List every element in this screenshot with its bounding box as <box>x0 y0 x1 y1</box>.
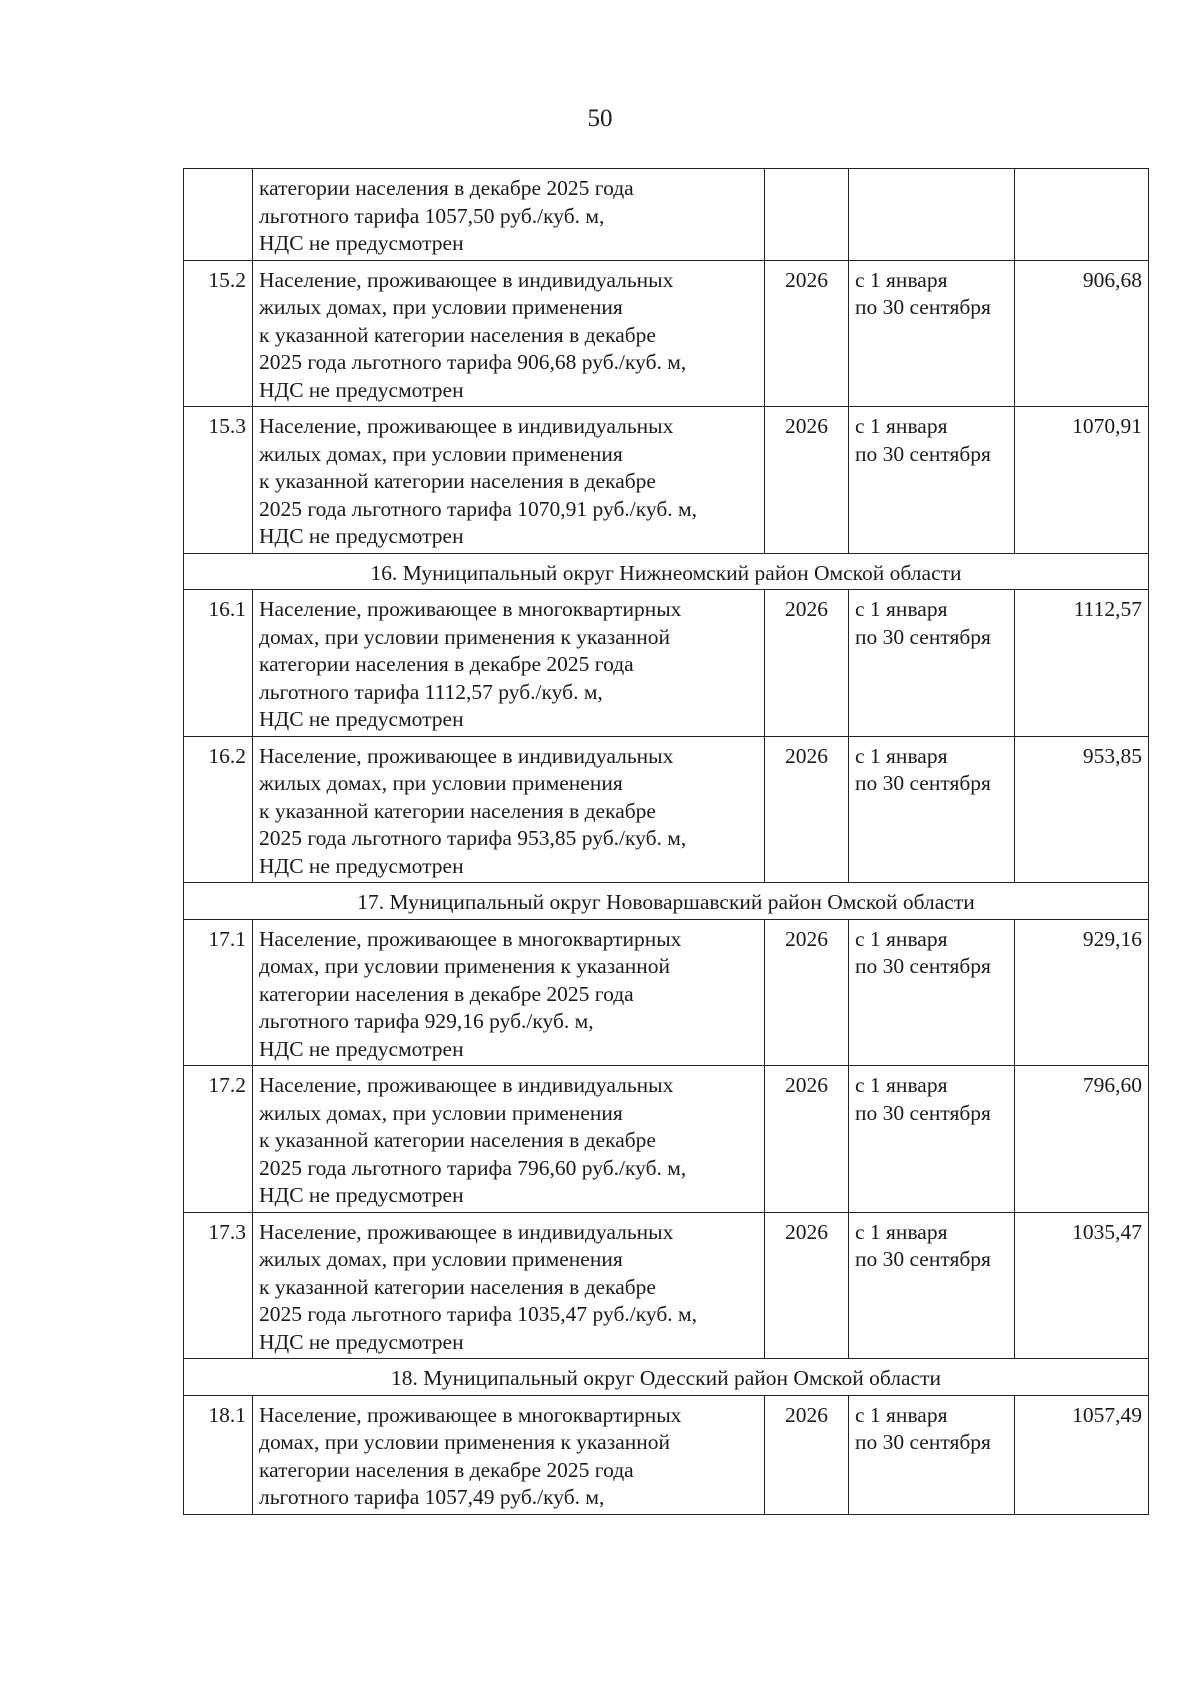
period-line: с 1 января <box>855 267 948 292</box>
period-cell <box>849 260 1015 407</box>
description-line: НДС не предусмотрен <box>259 1036 464 1061</box>
row-number-cell: 15.3 <box>184 407 253 554</box>
period-cell <box>849 407 1015 554</box>
description-line: Население, проживающее в индивидуальных <box>259 267 674 292</box>
table-row <box>184 919 1149 1066</box>
description-line: 2025 года льготного тарифа 796,60 руб./куб. м, <box>259 1155 687 1180</box>
table-row <box>184 1395 1149 1514</box>
period-line: с 1 января <box>855 597 948 621</box>
tariff-value-cell: 929,16 <box>1015 919 1149 1066</box>
description-line: Население, проживающее в многоквартирных <box>259 926 682 951</box>
description-line: 2025 года льготного тарифа 953,85 руб./куб. м, <box>259 826 687 850</box>
description-line: к указанной категории населения в декабре <box>259 1128 656 1152</box>
period-cell <box>849 590 1015 737</box>
page-number: 50 <box>587 105 613 132</box>
year-cell: 2026 <box>765 1395 849 1514</box>
table-row <box>184 407 1149 554</box>
description-line: НДС не предусмотрен <box>259 231 464 255</box>
period-line: по 30 сентября <box>855 954 991 978</box>
consumer-category-cell <box>253 1212 765 1359</box>
description-line: жилых домах, при условии применения <box>259 1247 623 1271</box>
description-line: 2025 года льготного тарифа 1035,47 руб./куб. м, <box>259 1302 698 1326</box>
row-number-cell: 16.2 <box>184 736 253 883</box>
period-line: с 1 января <box>855 926 948 951</box>
description-line: льготного тарифа 1112,57 руб./куб. м, <box>259 679 603 704</box>
description-line: жилых домах, при условии применения <box>259 1100 623 1125</box>
table-row <box>184 590 1149 737</box>
period-line: по 30 сентября <box>855 1430 991 1454</box>
consumer-category-cell <box>253 260 765 407</box>
description-line: льготного тарифа 929,16 руб./куб. м, <box>259 1009 594 1033</box>
tariff-value-cell: 953,85 <box>1015 736 1149 883</box>
period-line: по 30 сентября <box>855 1100 991 1125</box>
description-line: НДС не предусмотрен <box>259 377 464 402</box>
description-line: 2025 года льготного тарифа 906,68 руб./куб. м, <box>259 350 687 374</box>
description-line: категории населения в декабре 2025 года <box>259 176 634 200</box>
section-title: 16. Муниципальный округ Нижнеомский район Омской области <box>184 553 1149 590</box>
description-line: 2025 года льготного тарифа 1070,91 руб./куб. м, <box>259 496 698 521</box>
period-cell <box>849 1066 1015 1213</box>
tariff-value-cell: 1112,57 <box>1015 590 1149 737</box>
period-line: с 1 января <box>855 1402 948 1427</box>
period-line: с 1 января <box>855 414 948 438</box>
period-cell <box>849 1395 1015 1514</box>
period-line: с 1 января <box>855 1073 948 1097</box>
description-line: жилых домах, при условии применения <box>259 441 623 466</box>
section-header-row <box>184 1359 1149 1396</box>
tariff-value-cell <box>1015 169 1149 261</box>
consumer-category-cell <box>253 1066 765 1213</box>
description-line: домах, при условии применения к указанной <box>259 624 670 649</box>
table-row <box>184 1212 1149 1359</box>
row-number-cell <box>184 169 253 261</box>
row-number-cell: 16.1 <box>184 590 253 737</box>
period-line: по 30 сентября <box>855 441 991 466</box>
consumer-category-cell <box>253 736 765 883</box>
row-number-cell: 15.2 <box>184 260 253 407</box>
consumer-category-cell <box>253 407 765 554</box>
description-line: домах, при условии применения к указанной <box>259 954 670 978</box>
consumer-category-cell <box>253 169 765 261</box>
description-line: НДС не предусмотрен <box>259 1329 464 1354</box>
period-cell <box>849 919 1015 1066</box>
description-line: Население, проживающее в многоквартирных <box>259 1402 682 1427</box>
description-line: Население, проживающее в индивидуальных <box>259 1219 674 1244</box>
description-line: категории населения в декабре 2025 года <box>259 981 634 1006</box>
year-cell: 2026 <box>765 1212 849 1359</box>
period-line: по 30 сентября <box>855 771 991 795</box>
description-line: Население, проживающее в индивидуальных <box>259 743 674 768</box>
consumer-category-cell <box>253 919 765 1066</box>
description-line: к указанной категории населения в декабре <box>259 322 656 347</box>
tariff-value-cell: 906,68 <box>1015 260 1149 407</box>
table-row <box>184 736 1149 883</box>
tariff-value-cell: 796,60 <box>1015 1066 1149 1213</box>
period-cell <box>849 1212 1015 1359</box>
section-title: 17. Муниципальный округ Нововаршавский район Омской области <box>184 883 1149 920</box>
section-title: 18. Муниципальный округ Одесский район Омской области <box>184 1359 1149 1396</box>
tariff-table-body <box>184 169 1149 1515</box>
row-number-cell: 17.3 <box>184 1212 253 1359</box>
period-cell <box>849 736 1015 883</box>
year-cell <box>765 169 849 261</box>
consumer-category-cell <box>253 1395 765 1514</box>
section-header-row <box>184 553 1149 590</box>
description-line: категории населения в декабре 2025 года <box>259 652 634 676</box>
consumer-category-cell <box>253 590 765 737</box>
tariff-value-cell: 1035,47 <box>1015 1212 1149 1359</box>
year-cell: 2026 <box>765 736 849 883</box>
period-line: с 1 января <box>855 1219 948 1244</box>
section-header-row <box>184 883 1149 920</box>
table-row <box>184 1066 1149 1213</box>
year-cell: 2026 <box>765 590 849 737</box>
period-line: по 30 сентября <box>855 295 991 319</box>
description-line: жилых домах, при условии применения <box>259 295 623 319</box>
description-line: к указанной категории населения в декабре <box>259 469 656 493</box>
description-line: домах, при условии применения к указанной <box>259 1430 670 1454</box>
year-cell: 2026 <box>765 260 849 407</box>
table-row <box>184 169 1149 261</box>
description-line: к указанной категории населения в декабре <box>259 1274 656 1299</box>
tariff-table <box>183 168 1149 1515</box>
description-line: Население, проживающее в индивидуальных <box>259 1073 674 1097</box>
description-line: льготного тарифа 1057,49 руб./куб. м, <box>259 1485 605 1509</box>
row-number-cell: 18.1 <box>184 1395 253 1514</box>
year-cell: 2026 <box>765 1066 849 1213</box>
description-line: к указанной категории населения в декабре <box>259 798 656 823</box>
row-number-cell: 17.2 <box>184 1066 253 1213</box>
tariff-value-cell: 1070,91 <box>1015 407 1149 554</box>
period-line: с 1 января <box>855 743 948 768</box>
period-line: по 30 сентября <box>855 1247 991 1271</box>
description-line: Население, проживающее в индивидуальных <box>259 414 674 438</box>
description-line: жилых домах, при условии применения <box>259 771 623 795</box>
period-cell <box>849 169 1015 261</box>
description-line: льготного тарифа 1057,50 руб./куб. м, <box>259 203 605 228</box>
description-line: НДС не предусмотрен <box>259 853 464 878</box>
year-cell: 2026 <box>765 919 849 1066</box>
tariff-value-cell: 1057,49 <box>1015 1395 1149 1514</box>
description-line: Население, проживающее в многоквартирных <box>259 597 682 621</box>
row-number-cell: 17.1 <box>184 919 253 1066</box>
period-line: по 30 сентября <box>855 624 991 649</box>
year-cell: 2026 <box>765 407 849 554</box>
description-line: категории населения в декабре 2025 года <box>259 1457 634 1482</box>
table-row <box>184 260 1149 407</box>
description-line: НДС не предусмотрен <box>259 1183 464 1207</box>
description-line: НДС не предусмотрен <box>259 524 464 548</box>
description-line: НДС не предусмотрен <box>259 707 464 731</box>
